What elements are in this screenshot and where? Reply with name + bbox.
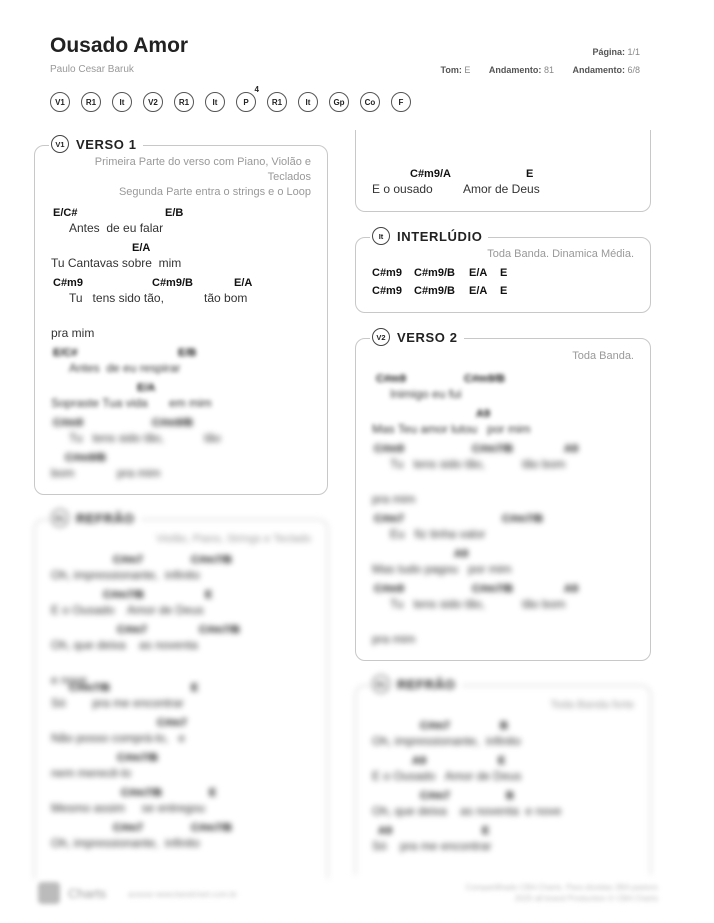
- lyric-text: Tu tens sido tão,: [390, 597, 485, 611]
- lyric-text: Tu tens sido tão,: [390, 457, 485, 471]
- chord: C#m9/B: [152, 277, 193, 289]
- nav-chip-v2[interactable]: V2: [143, 92, 163, 112]
- page-footer: [38, 882, 658, 908]
- lyric-text: tão: [204, 431, 221, 445]
- chord: C#m9: [376, 373, 406, 385]
- chord: A9: [564, 443, 579, 455]
- nav-chip-v1[interactable]: V1: [50, 92, 70, 112]
- lyric-text: bom: [51, 466, 75, 480]
- lyric-text: Tu tens sido tão,: [69, 431, 164, 445]
- nav-chip-r1-third[interactable]: R1: [267, 92, 287, 112]
- chord: E/B: [178, 347, 197, 359]
- lyric-text: Antes de eu falar: [69, 221, 164, 235]
- lyric-text: em mim: [169, 396, 212, 410]
- section-title: VERSO 2: [397, 329, 458, 345]
- section-note: Toda Banda.: [572, 350, 634, 362]
- section-interludio: [355, 228, 651, 313]
- section-note: Toda Banda forte: [550, 699, 634, 711]
- song-title: Ousado Amor: [50, 34, 189, 57]
- section-badge: R1: [372, 675, 390, 693]
- section-header: [370, 675, 462, 693]
- chord: A9: [476, 408, 491, 420]
- chord: E/A: [132, 242, 151, 254]
- repeat-count: 4: [254, 85, 259, 94]
- chord: E: [500, 267, 508, 279]
- chord: C#m9: [374, 443, 404, 455]
- lyric-text: E o ousado: [372, 182, 433, 196]
- chord: C#m9/B: [65, 452, 106, 464]
- chord: C#m9: [372, 285, 402, 297]
- lyric-text: Tu tens sido tão,: [69, 291, 164, 305]
- chord: C#m7/B: [472, 443, 513, 455]
- lyric-text: pra mim: [51, 326, 95, 340]
- brand-logo-icon: [38, 882, 60, 904]
- section-note: Primeira Parte do verso com Piano, Violão e Teclados Segunda Parte entra o strings e o Loop: [94, 156, 311, 198]
- lyric-text: Sopraste Tua vida: [51, 396, 148, 410]
- footer-url[interactable]: acesse www.bandchart.com.br: [128, 890, 237, 899]
- key-info: Tom: E: [440, 65, 471, 75]
- section-refrao-2: R1 REFRÃO Toda Banda forte C#m7 B Oh, impressionante, infinito A9 E E o Ousado Amor de Deus C#m7 B Oh, que deixa as noventa e nove A9 E Só pra me encontrar: [355, 685, 651, 875]
- lyric-text: Mas tudo pagou por mim: [372, 562, 512, 576]
- section-refrao-1: R1 REFRÃO Violão, Piano, Strings e Teclado C#m7 C#m7/B Oh, impressionante, infinito C#m7/B E E o Ousado Amor de Deus C#m7 C#m7/B Oh, que deixa as noventa e nove C#m7/B E Só pra me encontrar C#m7 Não posso comprá-lo, e C#m7/B nem merecê-lo C#m7/B E Mesmo assim se entregou C#m7 C#m7/B Oh, impressionante, infinito: [34, 519, 328, 879]
- nav-chip-r1-second[interactable]: R1: [174, 92, 194, 112]
- chord: E/A: [137, 382, 156, 394]
- chord: C#m9: [53, 417, 83, 429]
- section-note: Toda Banda. Dinamica Média.: [487, 248, 634, 260]
- section-badge: It: [372, 227, 390, 245]
- chord: E/A: [469, 285, 488, 297]
- section-header: [49, 135, 143, 153]
- page-label: Página:: [592, 47, 625, 57]
- section-title: INTERLÚDIO: [397, 228, 483, 244]
- chord: E/B: [165, 207, 184, 219]
- nav-chip-f[interactable]: F: [391, 92, 411, 112]
- section-continuation: [355, 130, 651, 212]
- section-title: REFRÃO: [76, 510, 135, 526]
- chord: E: [526, 168, 534, 180]
- section-title: REFRÃO: [397, 676, 456, 692]
- chord: C#m7: [374, 513, 404, 525]
- song-info: [425, 65, 640, 75]
- chord: C#m9/B: [414, 285, 455, 297]
- page-indicator: [592, 47, 640, 57]
- section-badge: V1: [51, 135, 69, 153]
- chord: E/A: [469, 267, 488, 279]
- chord: C#m9: [53, 277, 83, 289]
- section-navigation: [50, 85, 422, 112]
- chord: C#m9/B: [464, 373, 505, 385]
- page-value: 1/1: [627, 47, 640, 57]
- chord: E: [500, 285, 508, 297]
- footer-credits: Compartilhado CBA Charts. Para dúvidas 2BA pastors 2020 all brand Production © CBA Charts: [465, 883, 658, 903]
- section-header: [370, 227, 488, 245]
- lyric-text: Eu fiz tinha valor: [390, 527, 486, 541]
- chord: E/C#: [53, 347, 78, 359]
- lyric-text: Amor de Deus: [463, 182, 540, 196]
- chord: C#m9/A: [410, 168, 451, 180]
- chord: C#m9: [374, 583, 404, 595]
- lyric-text: tão bom: [522, 457, 566, 471]
- nav-chip-it-third[interactable]: It: [298, 92, 318, 112]
- lyric-text: Antes de eu respirar: [69, 361, 181, 375]
- nav-chip-r1[interactable]: R1: [81, 92, 101, 112]
- lyric-text: Mas Teu amor lutou por mim: [372, 422, 531, 436]
- lyric-text: Tu Cantavas sobre mim: [51, 256, 182, 270]
- nav-chip-p[interactable]: P 4: [236, 92, 256, 112]
- nav-chip-it[interactable]: It: [112, 92, 132, 112]
- chord: C#m9/B: [152, 417, 193, 429]
- section-note: Violão, Piano, Strings e Teclado: [156, 533, 311, 545]
- nav-chip-it-second[interactable]: It: [205, 92, 225, 112]
- section-header: [49, 509, 141, 527]
- section-header: [370, 328, 464, 346]
- chord: E/A: [234, 277, 253, 289]
- section-badge: R1: [51, 509, 69, 527]
- section-badge: V2: [372, 328, 390, 346]
- nav-chip-gp[interactable]: Gp: [329, 92, 349, 112]
- chord: C#m7/B: [472, 583, 513, 595]
- chord: C#m9: [372, 267, 402, 279]
- section-verso-1: [34, 136, 328, 495]
- time-signature-info: Andamento: 6/8: [572, 65, 640, 75]
- lyric-text: pra mim: [372, 632, 416, 646]
- lyric-text: Inimigo eu fui: [390, 387, 462, 401]
- chord: C#m9/B: [414, 267, 455, 279]
- chord: E/C#: [53, 207, 78, 219]
- nav-chip-co[interactable]: Co: [360, 92, 380, 112]
- chord: A9: [564, 583, 579, 595]
- lyric-text: pra mim: [372, 492, 416, 506]
- chord: A9: [454, 548, 469, 560]
- brand-name: Charts: [68, 886, 107, 901]
- chord: C#m7/B: [502, 513, 543, 525]
- section-title: VERSO 1: [76, 136, 137, 152]
- song-artist: Paulo Cesar Baruk: [50, 64, 134, 75]
- section-verso-2: [355, 329, 651, 661]
- lyric-text: pra mim: [117, 466, 161, 480]
- lyric-text: tão bom: [204, 291, 248, 305]
- tempo-info: Andamento: 81: [488, 65, 554, 75]
- lyric-text: tão bom: [522, 597, 566, 611]
